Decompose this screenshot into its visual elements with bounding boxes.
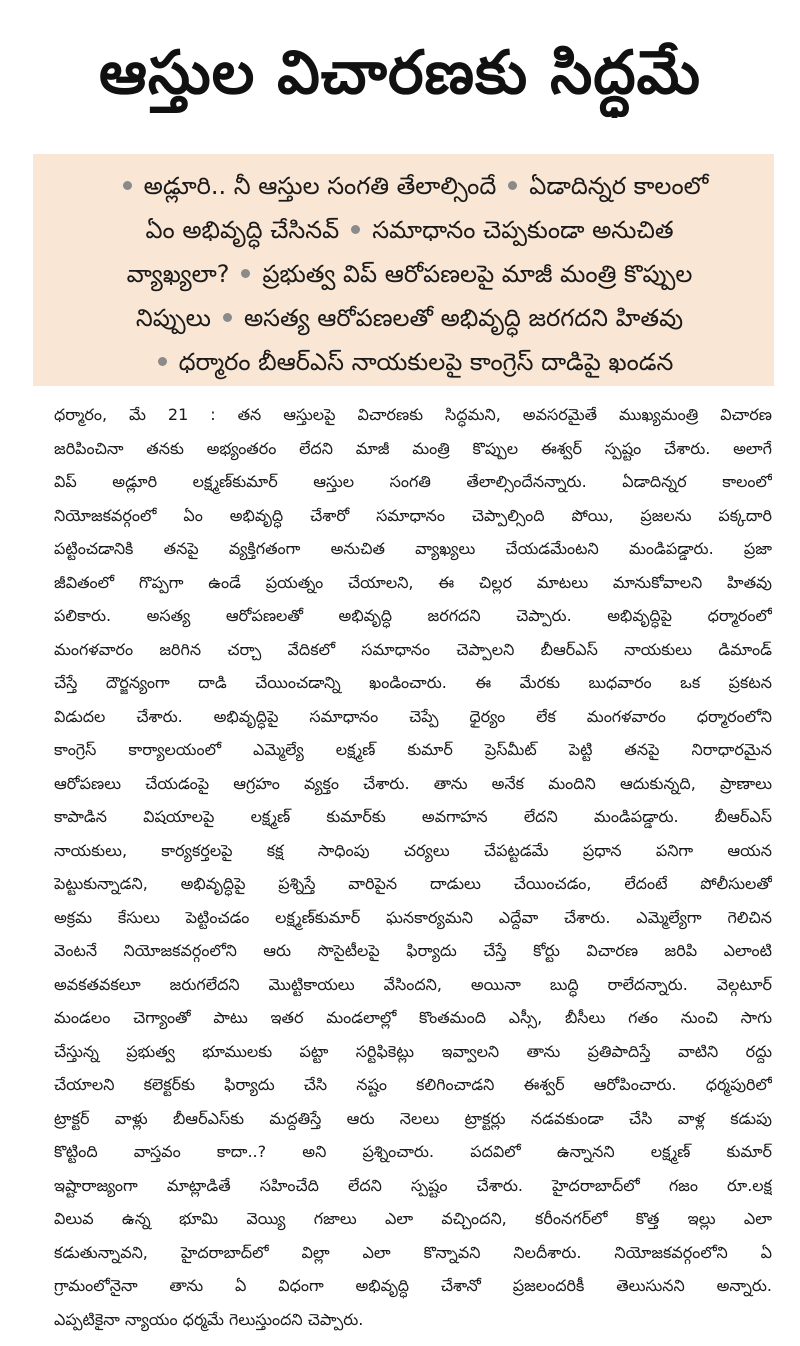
deck-point: వ్యాఖ్యలా? <box>126 260 230 288</box>
bullet-icon <box>241 269 250 278</box>
deck-line <box>61 340 758 384</box>
deck-point: ఏం అభివృద్ధి చేసినవ్ <box>145 216 340 244</box>
article-line: చేయాలని కలెక్టర్‌కు ఫిర్యాదు చేసి నష్టం కలిగించాడని ఈశ్వర్ ఆరోపించారు. ధర్మపురిలో <box>54 1075 772 1094</box>
article-body <box>54 398 772 1336</box>
deck-line <box>61 252 758 296</box>
article-line: పట్టించడానికి తనపై వ్యక్తిగతంగా అనుచిత వ్యాఖ్యలు చేయడమేంటని మండిపడ్డారు. ప్రజా <box>54 539 772 558</box>
article-line: కాంగ్రెస్ కార్యాలయంలో ఎమ్మెల్యే లక్ష్మణ్ కుమార్ ప్రెస్‌మీట్ పెట్టి తనపై నిరాధారమైన <box>54 740 772 759</box>
article-line: గ్రామంలోనైనా తాను ఏ విధంగా అభివృద్ధి చేశానో ప్రజలందరికీ తెలుసునని అన్నారు. <box>54 1276 772 1295</box>
article-line: పలికారు. అసత్య ఆరోపణలతో అభివృద్ధి జరగదని చెప్పారు. అభివృద్ధిపై ధర్మారంలో <box>54 606 772 625</box>
bullet-icon <box>351 225 360 234</box>
article-line: ఇష్టారాజ్యంగా మాట్లాడితే సహించేది లేదని స్పష్టం చేశారు. హైదరాబాద్‌లో గజం రూ.లక్ష <box>54 1175 772 1195</box>
article-line: కడుతున్నావని, హైదరాబాద్‌లో విల్లా ఎలా కొన్నావని నిలదీశారు. నియోజకవర్గంలోని ఏ <box>54 1242 772 1262</box>
article-line: చేస్తున్న ప్రభుత్వ భూములకు పట్టా సర్టిఫికెట్లు ఇవ్వాలని తాను ప్రతిపాదిస్తే వాటిని రద్దు <box>54 1041 772 1061</box>
article-line: వెంటనే నియోజకవర్గంలోని ఆరు సొసైటీలపై ఫిర్యాదు చేస్తే కోర్టు విచారణ జరిపి ఎలాంటి <box>54 941 772 960</box>
article-line: ఎప్పటికైనా న్యాయం ధర్మమే గెలుస్తుందని చెప్పారు. <box>54 1309 364 1329</box>
article-line: నాయకులు, కార్యకర్తలపై కక్ష సాధింపు చర్యలు చేపట్టడమే ప్రధాన పనిగా ఆయన <box>54 840 772 860</box>
bullet-icon <box>123 181 132 190</box>
article-line: నియోజకవర్గంలో ఏం అభివృద్ధి చేశారో సమాధానం చెప్పాల్సింది పోయి, ప్రజలను పక్కదారి <box>54 505 772 525</box>
bullet-icon <box>158 357 167 366</box>
article-line: ట్రాక్టర్ వాళ్లు బీఆర్ఎస్‌కు మద్దతిస్తే ఆరు నెలలు ట్రాక్టర్లు నడవకుండా చేసి వాళ్ల కడుపు <box>54 1108 772 1128</box>
deck-point: ధర్మారం బీఆర్ఎస్ నాయకులపై కాంగ్రెస్ దాడిపై ఖండన <box>178 348 674 376</box>
article-line: చేస్తే దౌర్జన్యంగా దాడి చేయించడాన్ని ఖండించారు. ఈ మేరకు బుధవారం ఒక ప్రకటన <box>54 673 772 692</box>
article-line: పెట్టుకున్నాడని, అభివృద్ధిపై ప్రశ్నిస్తే వారిపైన దాడులు చేయించడం, లేదంటే పోలీసులతో <box>54 874 772 893</box>
article-line: మంగళవారం జరిగిన చర్చా వేదికలో సమాధానం చెప్పాలని బీఆర్ఎస్ నాయకులు డిమాండ్ <box>54 639 772 659</box>
headline: ఆస్తుల విచారణకు సిద్ధమే <box>98 38 702 108</box>
bullet-icon <box>223 313 232 322</box>
deck-summary-box <box>33 154 774 386</box>
article-line: జీవితంలో గొప్పగా ఉండే ప్రయత్నం చేయాలని, ఈ చిల్లర మాటలు మానుకోవాలని హితవు <box>54 572 772 592</box>
article-line: జరిపించినా తనకు అభ్యంతరం లేదని మాజీ మంత్రి కొప్పుల ఈశ్వర్ స్పష్టం చేశారు. అలాగే <box>54 438 772 458</box>
deck-point: సమాధానం చెప్పకుండా అనుచిత <box>372 216 674 244</box>
deck-line <box>61 296 758 340</box>
article-line: కాపాడిన విషయాలపై లక్ష్మణ్ కుమార్‌కు అవగాహన లేదని మండిపడ్డారు. బీఆర్ఎస్ <box>54 807 772 826</box>
deck-point: ఏడాదిన్నర కాలంలో <box>529 172 709 200</box>
article-line: మండలం చెగ్యాంతో పాటు ఇతర మండలాల్లో కొంతమంది ఎస్సీ, బీసీలు గతం నుంచి సాగు <box>54 1008 772 1027</box>
deck-point: అడ్లూరి.. నీ ఆస్తుల సంగతి తేలాల్సిందే <box>143 172 497 200</box>
deck-point: ప్రభుత్వ విప్ ఆరోపణలపై మాజీ మంత్రి కొప్పుల <box>262 260 693 288</box>
article-line: అక్రమ కేసులు పెట్టించడం లక్ష్మణ్‌కుమార్ ఘనకార్యమని ఎద్దేవా చేశారు. ఎమ్మెల్యేగా గెలిచిన <box>54 907 772 927</box>
article-line: ఆరోపణలు చేయడంపై ఆగ్రహం వ్యక్తం చేశారు. తాను అనేక మందిని ఆదుకున్నది, ప్రాణాలు <box>54 773 772 793</box>
article-line: కొట్టింది వాస్తవం కాదా..? అని ప్రశ్నించారు. పదవిలో ఉన్నానని లక్ష్మణ్ కుమార్ <box>54 1142 772 1161</box>
article-line: అవకతవకలూ జరుగలేదని మొట్టికాయలు వేసిందని, అయినా బుద్ధి రాలేదన్నారు. వెల్గటూర్ <box>54 974 772 994</box>
deck-line <box>61 164 758 208</box>
deck-point: నిప్పులు <box>135 304 211 332</box>
bullet-icon <box>508 181 517 190</box>
article-line: విడుదల చేశారు. అభివృద్ధిపై సమాధానం చెప్పే ధైర్యం లేక మంగళవారం ధర్మారంలోని <box>54 706 772 726</box>
article-line: విలువ ఉన్న భూమి వెయ్యి గజాలు ఎలా వచ్చిందని, కరీంనగర్‌లో కొత్త ఇల్లు ఎలా <box>54 1209 772 1228</box>
article-line: ధర్మారం, మే 21 : తన ఆస్తులపై విచారణకు సిద్ధమని, అవసరమైతే ముఖ్యమంత్రి విచారణ <box>54 405 772 424</box>
article-line: విప్ అడ్లూరి లక్ష్మణ్‌కుమార్ ఆస్తుల సంగతి తేలాల్సిందేనన్నారు. ఏడాదిన్నర కాలంలో <box>54 472 772 491</box>
deck-point: అసత్య ఆరోపణలతో అభివృద్ధి జరగదని హితవు <box>243 304 684 332</box>
deck-line <box>61 208 758 252</box>
